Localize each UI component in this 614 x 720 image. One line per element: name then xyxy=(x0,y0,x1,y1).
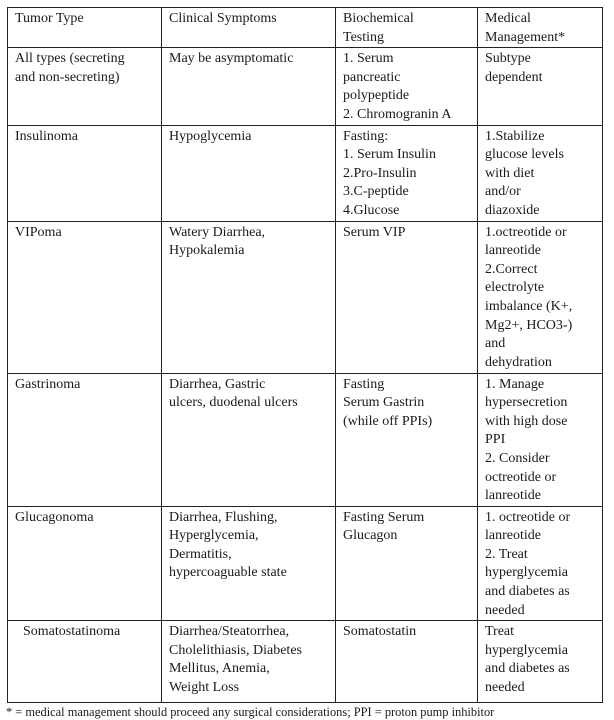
cell-biochemical-testing: Serum VIP xyxy=(336,221,478,373)
cell-medical-management: 1. octreotide or lanreotide 2. Treat hyperglycemia and diabetes as needed xyxy=(478,506,603,621)
header-clinical-symptoms: Clinical Symptoms xyxy=(162,8,336,48)
cell-tumor-type: Gastrinoma xyxy=(8,373,162,506)
cell-biochemical-testing: Fasting Serum Gastrin (while off PPIs) xyxy=(336,373,478,506)
cell-biochemical-testing: Somatostatin xyxy=(336,621,478,703)
table-row xyxy=(8,373,603,506)
cell-medical-management: Treat hyperglycemia and diabetes as needed xyxy=(478,621,603,703)
cell-tumor-type: All types (secreting and non-secreting) xyxy=(8,48,162,125)
cell-clinical-symptoms: Diarrhea, Flushing, Hyperglycemia, Dermatitis, hypercoaguable state xyxy=(162,506,336,621)
header-row xyxy=(8,8,603,48)
cell-tumor-type: Somatostatinoma xyxy=(8,621,162,703)
cell-tumor-type: VIPoma xyxy=(8,221,162,373)
cell-clinical-symptoms: May be asymptomatic xyxy=(162,48,336,125)
table-row xyxy=(8,506,603,621)
table-row xyxy=(8,125,603,221)
cell-tumor-type: Insulinoma xyxy=(8,125,162,221)
cell-biochemical-testing: Fasting: 1. Serum Insulin 2.Pro-Insulin 3.C-peptide 4.Glucose xyxy=(336,125,478,221)
table-row xyxy=(8,621,603,703)
cell-biochemical-testing: Fasting Serum Glucagon xyxy=(336,506,478,621)
table-row xyxy=(8,221,603,373)
cell-medical-management: 1.octreotide or lanreotide 2.Correct electrolyte imbalance (K+, Mg2+, HCO3-) and dehydration xyxy=(478,221,603,373)
header-biochemical-testing: Biochemical Testing xyxy=(336,8,478,48)
cell-clinical-symptoms: Diarrhea/Steatorrhea, Cholelithiasis, Diabetes Mellitus, Anemia, Weight Loss xyxy=(162,621,336,703)
cell-medical-management: 1. Manage hypersecretion with high dose PPI 2. Consider octreotide or lanreotide xyxy=(478,373,603,506)
cell-medical-management: 1.Stabilize glucose levels with diet and/or diazoxide xyxy=(478,125,603,221)
cell-clinical-symptoms: Watery Diarrhea, Hypokalemia xyxy=(162,221,336,373)
cell-biochemical-testing: 1. Serum pancreatic polypeptide 2. Chromogranin A xyxy=(336,48,478,125)
cell-clinical-symptoms: Hypoglycemia xyxy=(162,125,336,221)
tumor-table xyxy=(7,7,603,703)
table-row xyxy=(8,48,603,125)
header-medical-management: Medical Management* xyxy=(478,8,603,48)
header-tumor-type: Tumor Type xyxy=(8,8,162,48)
footnote: * = medical management should proceed any surgical considerations; PPI = proton pump inhibitor xyxy=(6,705,495,720)
cell-clinical-symptoms: Diarrhea, Gastric ulcers, duodenal ulcers xyxy=(162,373,336,506)
cell-tumor-type: Glucagonoma xyxy=(8,506,162,621)
cell-medical-management: Subtype dependent xyxy=(478,48,603,125)
